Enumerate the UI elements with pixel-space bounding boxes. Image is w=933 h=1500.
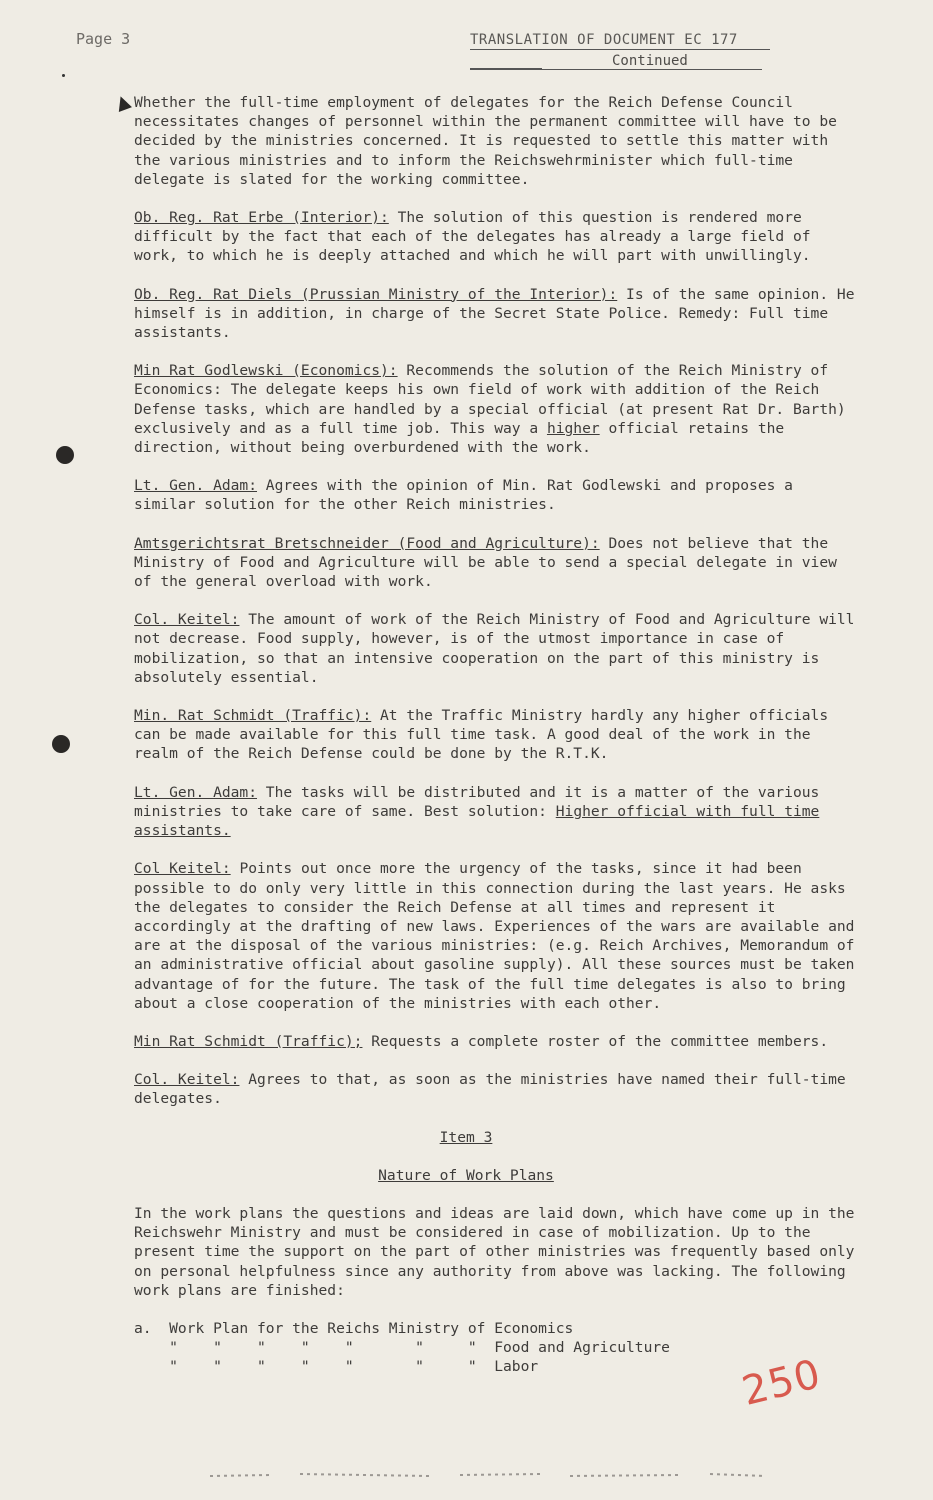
list-item: " " " " " " " Labor [134, 1358, 539, 1376]
speaker: Amtsgerichtsrat Bretschneider (Food and Agriculture): [134, 534, 600, 552]
paragraph: Min Rat Godlewski (Economics): Recommends the solution of the Reich Ministry of Economics: The delegate keeps his own field of work with addition of the Reich Defense tasks, which are handled by a special official (at present Rat Dr. Barth) exclusively and as a full time job. This way a higher official retains the direction, without being overburdened with the work. [134, 362, 846, 457]
punch-hole-icon [56, 446, 74, 464]
document-subtitle: Continued [470, 53, 762, 70]
document-header [470, 32, 770, 70]
speaker: Lt. Gen. Adam: [134, 783, 258, 801]
speaker: Ob. Reg. Rat Erbe (Interior): [134, 209, 389, 227]
ink-smear [210, 1470, 770, 1480]
paragraph: Col. Keitel: Agrees to that, as soon as the ministries have named their full-time delegates. [134, 1071, 846, 1108]
speaker: Min Rat Godlewski (Economics): [134, 362, 398, 380]
paragraph: Col. Keitel: The amount of work of the Reich Ministry of Food and Agriculture will not decrease. Food supply, however, is of the utmost importance in case of mobilization, so that an intensive cooperation on the part of this ministry is absolutely essential. [134, 611, 855, 686]
punch-hole-icon [52, 735, 70, 753]
paragraph: Min. Rat Schmidt (Traffic): At the Traffic Ministry hardly any higher officials can be made available for this full time task. A good deal of the work in the realm of the Reich Defense could be done by the R.T.K. [134, 707, 829, 763]
paragraph: Ob. Reg. Rat Diels (Prussian Ministry of the Interior): Is of the same opinion. He himself is in addition, in charge of the Secret State Police. Remedy: Full time assistants. [134, 285, 855, 342]
paragraph: Amtsgerichtsrat Bretschneider (Food and Agriculture): Does not believe that the Ministry of Food and Agriculture will be able to send a special delegate in view of the general overload with work. [134, 534, 837, 591]
speaker: Ob. Reg. Rat Diels (Prussian Ministry of the Interior): [134, 285, 618, 303]
document-title: TRANSLATION OF DOCUMENT EC 177 [470, 32, 770, 50]
speaker: Lt. Gen. Adam: [134, 477, 258, 495]
paragraph: Ob. Reg. Rat Erbe (Interior): The solution of this question is rendered more difficult by the fact that each of the delegates has already a large field of work, to which he is deeply attached and which he will part with unwillingly. [134, 209, 811, 265]
paragraph: In the work plans the questions and ideas are laid down, which have come up in the Reichswehr Ministry and must be considered in case of mobilization. Up to the present time the support on the part of other ministries was frequently based only on personal helpfulness since any authority from above was lacking. The following work plans are finished: [134, 1204, 855, 1299]
paragraph: Min Rat Schmidt (Traffic); Requests a complete roster of the committee members. [134, 1032, 829, 1050]
header-rule [470, 68, 542, 69]
document-body [76, 93, 856, 1377]
speaker: Min. Rat Schmidt (Traffic): [134, 707, 372, 725]
paragraph: Lt. Gen. Adam: Agrees with the opinion of Min. Rat Godlewski and proposes a similar solution for the other Reich ministries. [134, 477, 793, 514]
ink-dot [62, 74, 65, 77]
list-item: a. Work Plan for the Reichs Ministry of Economics [134, 1319, 574, 1337]
page-stamp: 250 [737, 1351, 826, 1415]
item-subheading: Nature of Work Plans [378, 1166, 554, 1184]
list-item: " " " " " " " Food and Agriculture [134, 1339, 670, 1357]
speaker: Col. Keitel: [134, 1071, 240, 1089]
paragraph: Lt. Gen. Adam: The tasks will be distributed and it is a matter of the various ministries to take care of same. Best solution: Higher official with full time assistants. [134, 783, 820, 840]
speaker: Col. Keitel: [134, 611, 240, 629]
page-number: Page 3 [76, 30, 131, 48]
paragraph: Col Keitel: Points out once more the urgency of the tasks, since it had been possible to do only very little in this connection during the last years. He asks the delegates to consider the Reich Defense at all times and represent it accordingly at the drafting of new laws. Experiences of the wars are available and are at the disposal of the various ministries: (e.g. Reich Archives, Memorandum of an administrative official about gasoline supply). All these sources must be taken advantage of for the future. The task of the full time delegates is also to bring about a close cooperation of the ministries with each other. [134, 860, 855, 1012]
speaker: Min Rat Schmidt (Traffic); [134, 1032, 363, 1050]
paragraph: Whether the full-time employment of delegates for the Reich Defense Council necessitates changes of personnel within the permanent committee will have to be decided by the ministries concerned. It is requested to settle this matter with the various ministries and to inform the Reichswehrminister which full-time delegate is slated for the working committee. [134, 94, 837, 188]
item-heading: Item 3 [439, 1128, 493, 1146]
speaker: Col Keitel: [134, 860, 231, 878]
